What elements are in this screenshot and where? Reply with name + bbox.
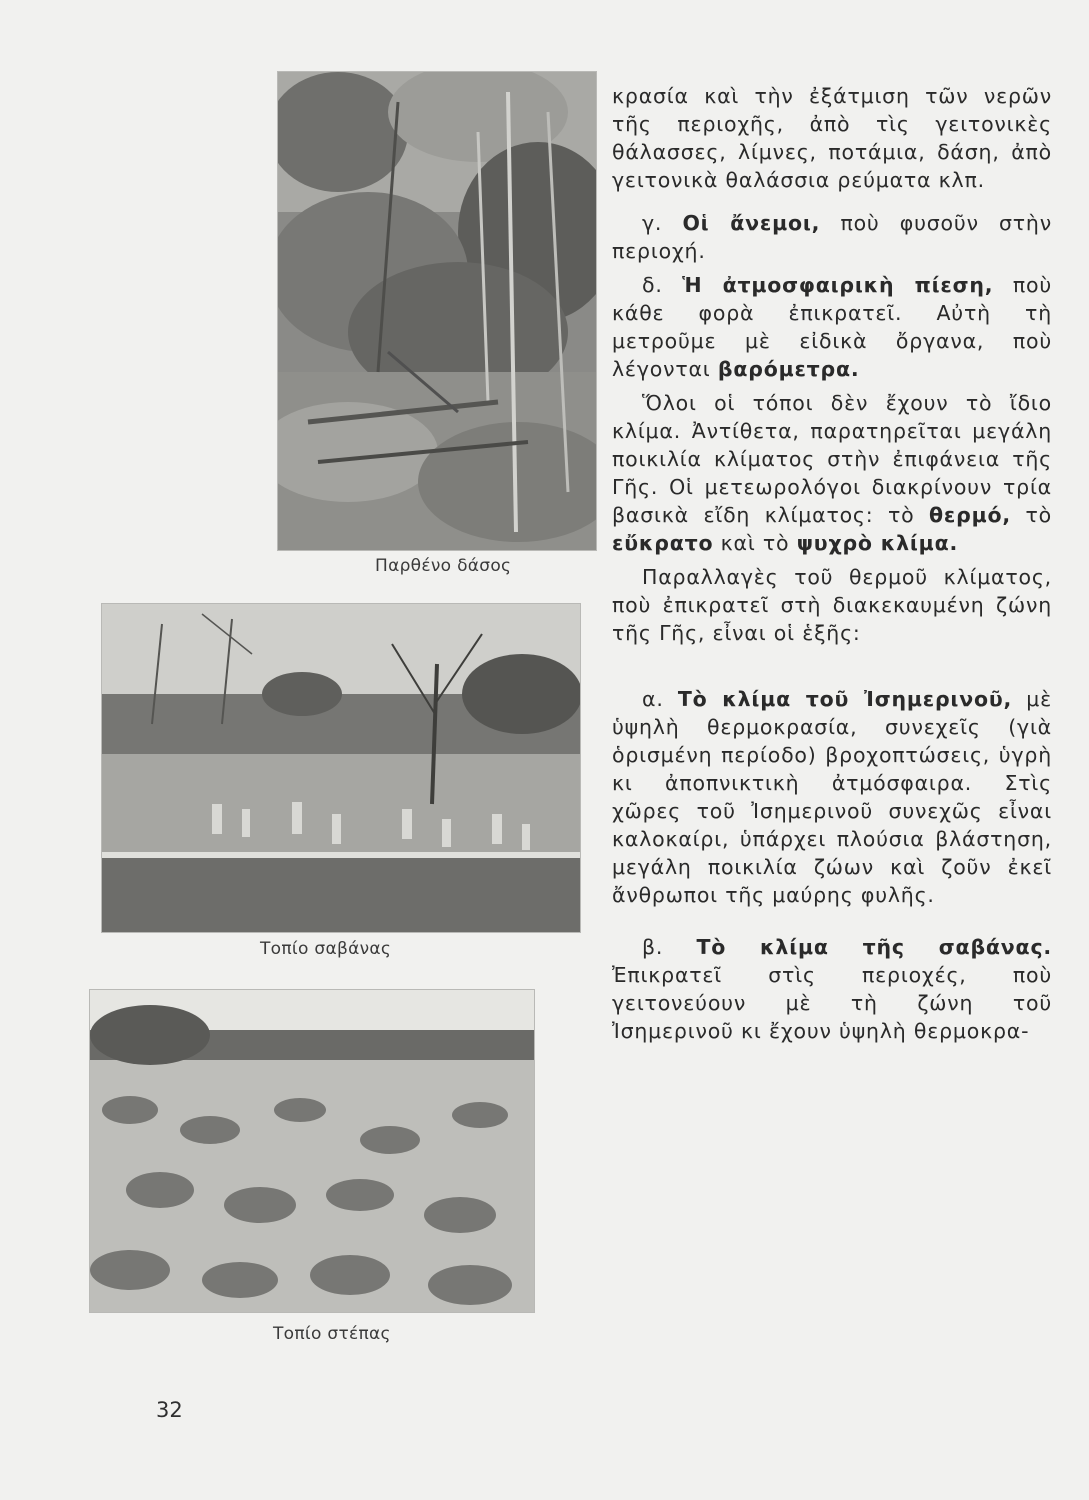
- forest-caption: Παρθένο δάσος: [375, 556, 512, 576]
- steppe-photo: [90, 990, 534, 1312]
- item-marker-d: δ.: [642, 273, 683, 297]
- term-winds: Οἱ ἄνεμοι,: [682, 211, 821, 235]
- paragraph-climates: [612, 389, 1052, 557]
- savanna-illustration: [102, 604, 580, 932]
- item-marker-a: α.: [642, 687, 678, 711]
- item-marker-g: γ.: [642, 211, 683, 235]
- winds-text: ποὺ φυσοῦν στὴν περιοχή.: [612, 211, 1052, 263]
- savanna-caption: Τοπίο σαβάνας: [260, 939, 392, 959]
- page-number: 32: [156, 1398, 183, 1422]
- equatorial-text: μὲ ὑψηλὴ θερμοκρασία, συνεχεῖς (γιὰ ὁρισμένη περίοδο) βροχοπτώσεις, ὑγρὴ κι ἀποπνικτικὴ ἀτμόσφαιρα. Στὶς χῶρες τοῦ Ἰσημερινοῦ συνεχῶς εἶναι καλοκαίρι, ὑπάρχει πλούσια βλάστηση, μεγάλη ποικιλία ζώων καὶ ζοῦν ἐκεῖ ἄνθρωποι τῆς μαύρης φυλῆς.: [612, 687, 1052, 907]
- paragraph-winds: [612, 209, 1052, 265]
- paragraph-variations: Παραλλαγὲς τοῦ θερμοῦ κλίματος, ποὺ ἐπικρατεῖ στὴ διακεκαυμένη ζώνη τῆς Γῆς, εἶναι οἱ ἑξῆς:: [612, 565, 1052, 645]
- steppe-caption: Τοπίο στέπας: [273, 1324, 391, 1344]
- term-barometers: βαρόμετρα.: [717, 357, 860, 381]
- body-text-column: [612, 82, 1052, 1060]
- climates-text: Ὅλοι οἱ τόποι δὲν ἔχουν τὸ ἴδιο κλίμα. Ἀντίθετα, παρατηρεῖται μεγάλη ποικιλία κλίματος στὴν ἐπιφάνεια τῆς Γῆς. Οἱ μετεωρολόγοι διακρίνουν τρία βασικὰ εἴδη κλίματος: τὸ: [612, 391, 1052, 527]
- paragraph-equatorial: [612, 685, 1052, 909]
- paragraph-humidity: κρασία καὶ τὴν ἐξάτμιση τῶν νερῶν τῆς περιοχῆς, ἀπὸ τὶς γειτονικὲς θάλασσες, λίμνες, ποτάμια, δάση, ἀπὸ γειτονικὰ θαλάσσια ρεύματα κλπ.: [612, 84, 1052, 192]
- term-cold: ψυχρὸ κλίμα.: [796, 531, 959, 555]
- climates-text-2: τὸ: [1010, 503, 1052, 527]
- paragraph-savanna: [612, 933, 1052, 1045]
- savanna-text: Ἐπικρατεῖ στὶς περιοχές, ποὺ γειτονεύουν μὲ τὴ ζώνη τοῦ Ἰσημερινοῦ κι ἔχουν ὑψηλὴ θερμοκρα-: [612, 963, 1052, 1043]
- item-marker-b: β.: [642, 935, 697, 959]
- climates-text-3: καὶ τὸ: [713, 531, 797, 555]
- term-pressure: Ἡ ἀτμοσφαιρικὴ πίεση,: [682, 273, 994, 297]
- paragraph-pressure: [612, 271, 1052, 383]
- steppe-illustration: [90, 990, 534, 1312]
- term-equatorial: Τὸ κλίμα τοῦ Ἰσημερινοῦ,: [677, 687, 1013, 711]
- pressure-text: ποὺ κάθε φορὰ ἐπικρατεῖ. Αὐτὴ τὴ μετροῦμε μὲ εἰδικὰ ὄργανα, ποὺ λέγονται: [612, 273, 1052, 381]
- term-savanna: Τὸ κλίμα τῆς σαβάνας.: [696, 935, 1052, 959]
- term-hot: θερμό,: [929, 503, 1011, 527]
- term-temperate: εὔκρατο: [612, 531, 714, 555]
- forest-illustration: [278, 72, 596, 550]
- forest-photo: [278, 72, 596, 550]
- savanna-photo: [102, 604, 580, 932]
